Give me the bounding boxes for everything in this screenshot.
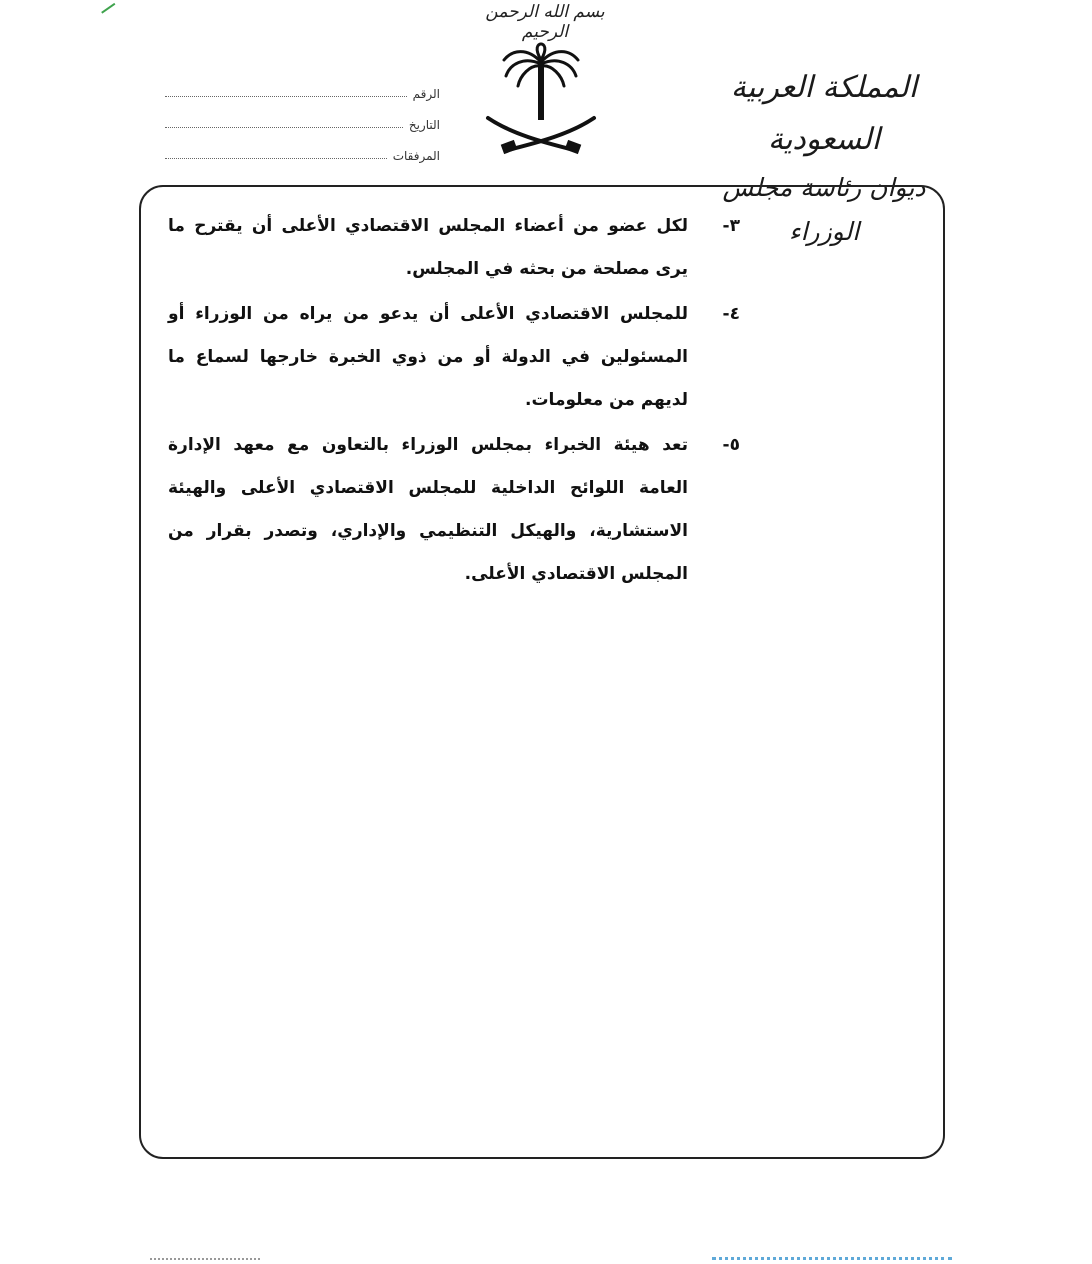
corner-mark — [97, 0, 116, 14]
clause-item — [160, 293, 740, 422]
clause-list — [160, 205, 740, 598]
footer-rule-right — [712, 1257, 952, 1264]
office-name: ديوان رئاسة مجلس الوزراء — [722, 173, 926, 246]
clause-text: تعد هيئة الخبراء بمجلس الوزراء بالتعاون مع معهد الإدارة العامة اللوائح الداخلية للمجلس الاقتصادي الأعلى والهيئة الاستشارية، والهيكل التنظيمي والإداري، وتصدر بقرار من المجلس الاقتصادي الأعلى. — [168, 435, 688, 584]
clause-number: ٣- — [722, 216, 740, 236]
footer-rule-left — [150, 1258, 260, 1264]
date-label: التاريخ — [408, 117, 440, 132]
clause-text: لكل عضو من أعضاء المجلس الاقتصادي الأعلى أن يقترح ما يرى مصلحة من بحثه في المجلس. — [168, 216, 688, 279]
clause-item — [160, 424, 740, 596]
palm-and-swords-emblem-icon — [482, 42, 600, 162]
reference-number-field — [165, 78, 440, 109]
reference-number-line — [165, 95, 407, 97]
basmala: بسم الله الرحمن الرحيم — [485, 2, 605, 42]
attachments-line — [165, 157, 387, 159]
reference-number-label: الرقم — [412, 86, 440, 101]
date-field — [165, 109, 440, 140]
clause-number: ٥- — [722, 435, 740, 455]
clause-item — [160, 205, 740, 291]
reference-fields — [165, 78, 440, 171]
kingdom-name: المملكة العربية السعودية — [730, 70, 918, 157]
attachments-label: المرفقات — [392, 148, 440, 163]
date-line — [165, 126, 403, 128]
clause-text: للمجلس الاقتصادي الأعلى أن يدعو من يراه من الوزراء أو المسئولين في الدولة أو من ذوي الخبرة خارجها لسماع ما لديهم من معلومات. — [168, 304, 688, 410]
attachments-field — [165, 140, 440, 171]
clause-number: ٤- — [722, 304, 740, 324]
